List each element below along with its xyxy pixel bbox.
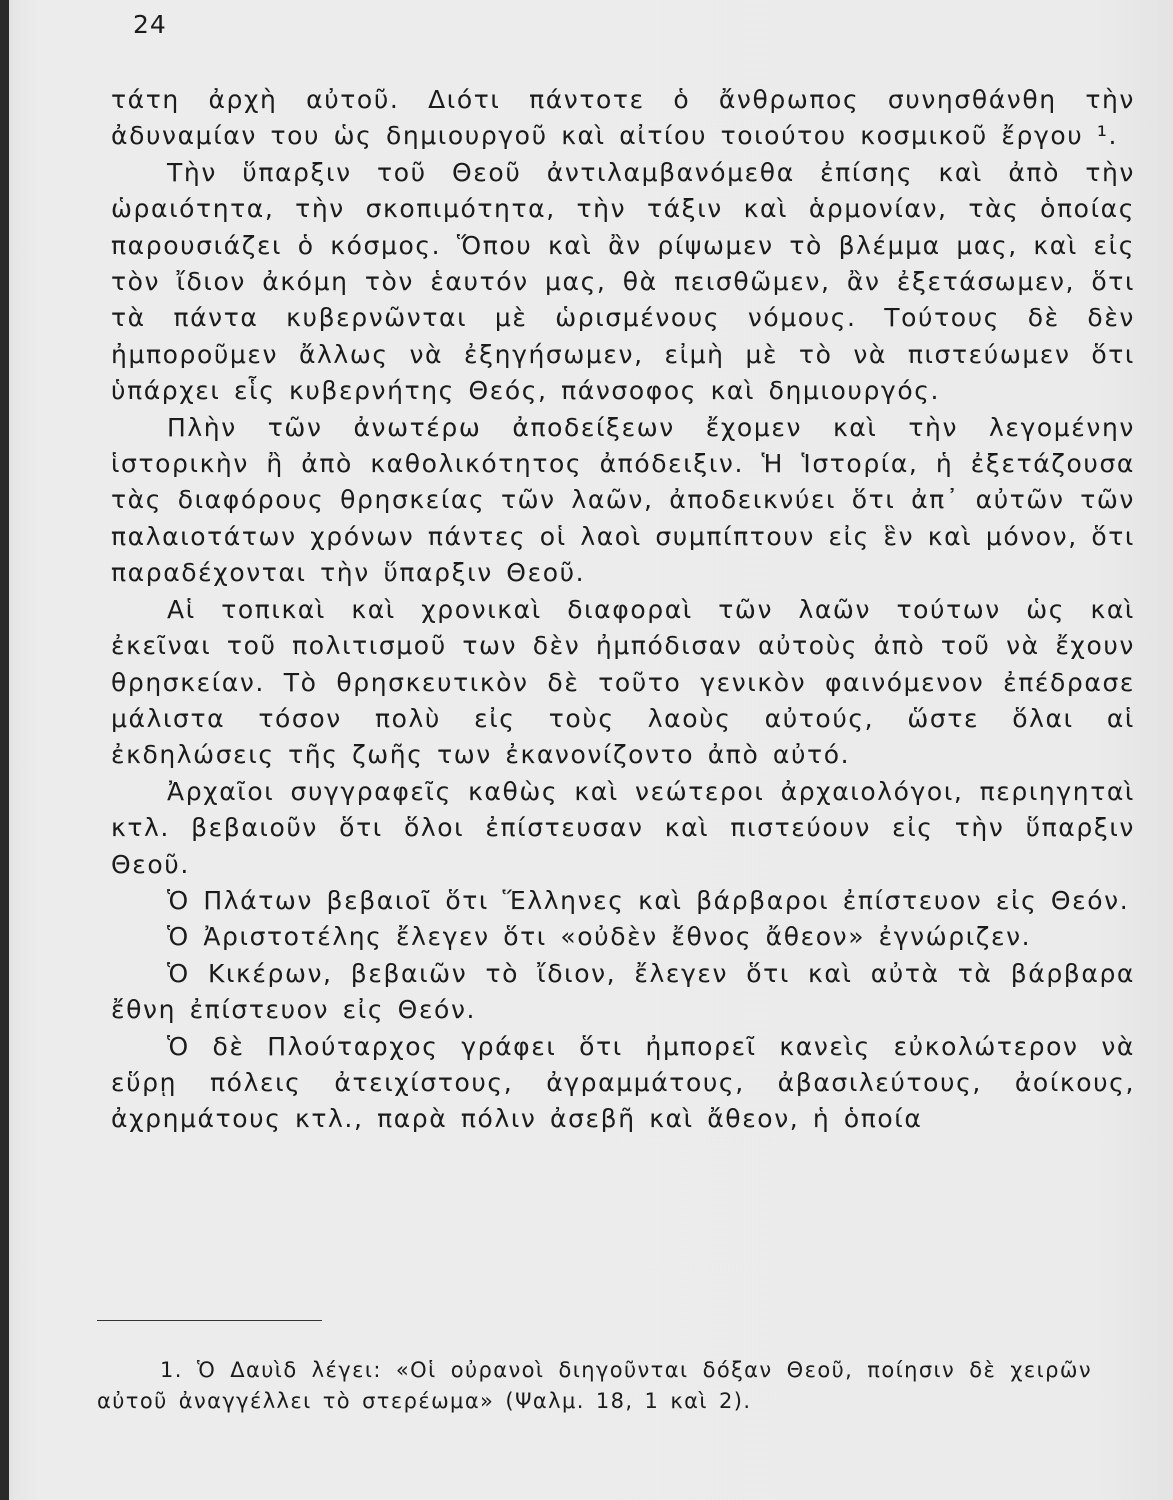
paragraph: Τὴν ὕπαρξιν τοῦ Θεοῦ ἀντιλαμβανόμεθα ἐπίσης καὶ ἀπὸ τὴν ὡραιότητα, τὴν σκοπιμότητα, τὴν τάξιν καὶ ἁρμονίαν, τὰς ὁποίας παρουσιάζει ὁ κόσμος. Ὅπου καὶ ἂν ρίψωμεν τὸ βλέμμα μας, καὶ εἰς τὸν ἴδιον ἀκόμη τὸν ἑαυτόν μας, θὰ πεισθῶμεν, ἂν ἐξετάσωμεν, ὅτι τὰ πάντα κυβερνῶνται μὲ ὡρισμένους νόμους. Τούτους δὲ δὲν ἠμποροῦμεν ἄλλως νὰ ἐξηγήσωμεν, εἰμὴ μὲ τὸ νὰ πιστεύωμεν ὅτι ὑπάρχει εἷς κυβερνήτης Θεός, πάνσοφος καὶ δημιουργός. [111, 157, 1135, 406]
paragraph: Πλὴν τῶν ἀνωτέρω ἀποδείξεων ἔχομεν καὶ τὴν λεγομένην ἱστορικὴν ἢ ἀπὸ καθολικότητος ἀπόδειξιν. Ἡ Ἱστορία, ἡ ἐξετάζουσα τὰς διαφόρους θρησκείας τῶν λαῶν, ἀποδεικνύει ὅτι ἀπ᾽ αὐτῶν τῶν παλαιοτάτων χρόνων πάντες οἱ λαοὶ συμπίπτουν εἰς ἓν καὶ μόνον, ὅτι παραδέχονται τὴν ὕπαρξιν Θεοῦ. [111, 412, 1135, 588]
paragraph: Αἱ τοπικαὶ καὶ χρονικαὶ διαφοραὶ τῶν λαῶν τούτων ὡς καὶ ἐκεῖναι τοῦ πολιτισμοῦ των δὲν ἠμπόδισαν αὐτοὺς ἀπὸ τοῦ νὰ ἔχουν θρησκείαν. Τὸ θρησκευτικὸν δὲ τοῦτο γενικὸν φαινόμενον ἐπέδρασε μάλιστα τόσον πολὺ εἰς τοὺς λαοὺς αὐτούς, ὥστε ὅλαι αἱ ἐκδηλώσεις τῆς ζωῆς των ἐκανονίζοντο ἀπὸ αὐτό. [111, 594, 1135, 770]
footnote-separator [97, 1320, 322, 1321]
paragraph: Ἀρχαῖοι συγγραφεῖς καθὼς καὶ νεώτεροι ἀρχαιολόγοι, περιηγηταὶ κτλ. βεβαιοῦν ὅτι ὅλοι ἐπίστευσαν καὶ πιστεύουν εἰς τὴν ὕπαρξιν Θεοῦ. [111, 776, 1135, 879]
paragraph: Ὁ Κικέρων, βεβαιῶν τὸ ἴδιον, ἔλεγεν ὅτι καὶ αὐτὰ τὰ βάρβαρα ἔθνη ἐπίστευον εἰς Θεόν. [111, 958, 1135, 1025]
body-text [111, 82, 1135, 1138]
paragraph: Ὁ Πλάτων βεβαιοῖ ὅτι Ἕλληνες καὶ βάρβαροι ἐπίστευον εἰς Θεόν. [167, 885, 1130, 915]
paragraph: τάτη ἀρχὴ αὐτοῦ. Διότι πάντοτε ὁ ἄνθρωπος συνησθάνθη τὴν ἀδυναμίαν του ὡς δημιουργοῦ καὶ αἰτίου τοιούτου κοσμικοῦ ἔργου ¹. [111, 85, 1135, 151]
book-spine-edge [0, 0, 9, 1500]
paragraph: Ὁ Ἀριστοτέλης ἔλεγεν ὅτι «οὐδὲν ἔθνος ἄθεον» ἐγνώριζεν. [167, 922, 1032, 952]
footnote: 1. Ὁ Δαυὶδ λέγει: «Οἱ οὐρανοὶ διηγοῦνται δόξαν Θεοῦ, ποίησιν δὲ χειρῶν αὐτοῦ ἀναγγέλλει τὸ στερέωμα» (Ψαλμ. 18, 1 καὶ 2). [97, 1358, 1092, 1413]
page-number: 24 [133, 10, 167, 39]
paragraph: Ὁ δὲ Πλούταρχος γράφει ὅτι ἠμπορεῖ κανεὶς εὐκολώτερον νὰ εὕρῃ πόλεις ἀτειχίστους, ἀγραμμάτους, ἀβασιλεύτους, ἀοίκους, ἀχρημάτους κτλ., παρὰ πόλιν ἀσεβῆ καὶ ἄθεον, ἡ ὁποία [111, 1031, 1135, 1134]
